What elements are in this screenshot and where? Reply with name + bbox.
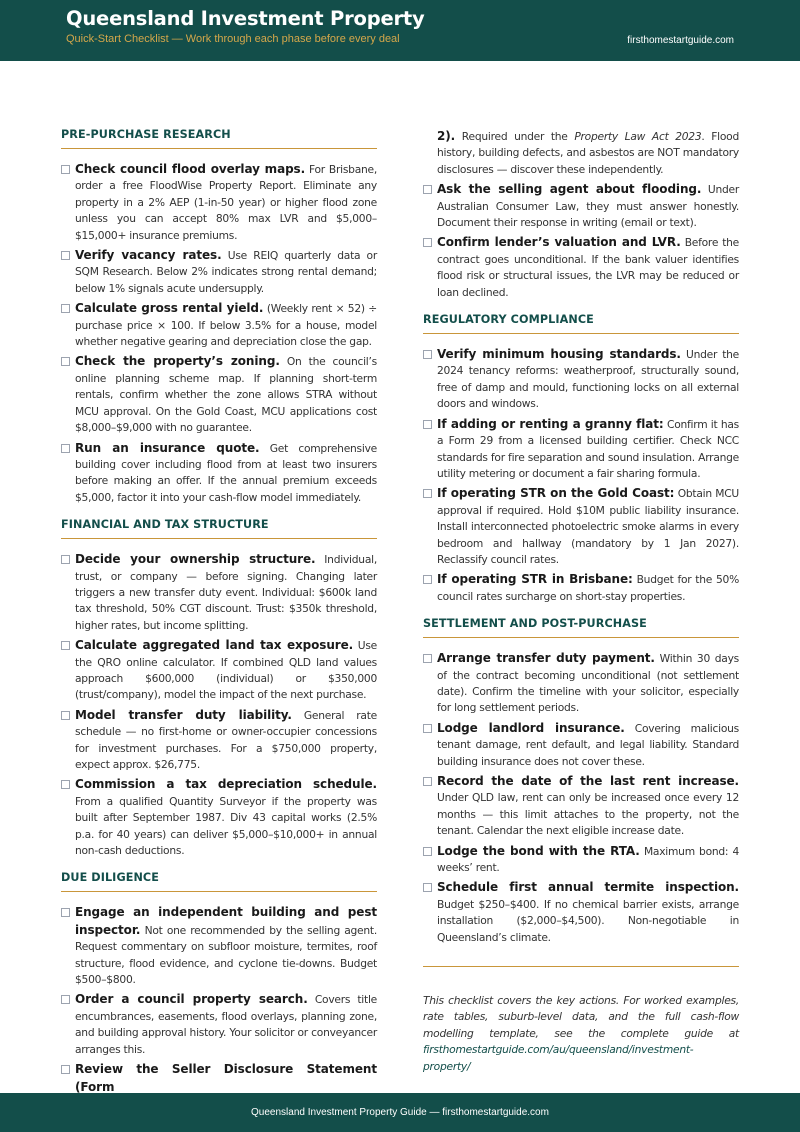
item-body: For Brisbane, order a free FloodWise Property Report. Eliminate any property in a 2% AEP (1-in-50 year) or higher flood zone unless you can accept 80% max LVR and $5,000–$15,000+ insurance premiums. — [75, 163, 377, 242]
checklist-item — [61, 904, 377, 988]
item-body: Confirm it has a Form 29 from a licensed building certifier. Check NCC standards for fire separation and sound insulation. Arrange utility metering or document a fair sharing formula. — [437, 417, 739, 480]
checklist-item — [61, 440, 377, 507]
page-footer — [0, 1093, 800, 1132]
checklist-item — [61, 991, 377, 1058]
item-title: Lodge landlord insurance. — [437, 720, 625, 735]
item-title: Ask the selling agent about flooding. — [437, 182, 702, 197]
item-body: Budget $250–$400. If no chemical barrier exists, arrange installation ($2,000–$4,500). Non-negotiable in Queensland’s climate. — [437, 897, 739, 944]
checklist-item — [61, 353, 377, 436]
page-title: Queensland Investment Property — [66, 7, 425, 30]
item-title: Lodge the bond with the RTA. — [437, 843, 640, 858]
checkbox[interactable] — [61, 555, 70, 564]
checkbox[interactable] — [423, 489, 432, 498]
checklist-item — [423, 416, 739, 483]
item-title: Decide your ownership structure. — [75, 552, 316, 567]
checklist-item — [423, 485, 739, 568]
checkbox[interactable] — [423, 724, 432, 733]
checklist-item — [61, 161, 377, 244]
checklist-item — [423, 234, 739, 301]
item-title: If adding or renting a granny flat: — [437, 416, 664, 431]
checkbox[interactable] — [61, 165, 70, 174]
item-body: Individual, trust, or company — before signing. Changing later triggers a new transfer duty event. Individual: $600k land tax threshold, 50% CGT discount. Trust: $350k threshold, higher rates, but income splitting. — [75, 553, 377, 632]
checklist-item — [61, 1061, 377, 1096]
item-title: Check council flood overlay maps. — [75, 162, 306, 176]
item-body: Maximum bond: 4 weeks’ rent. — [437, 844, 739, 875]
checkbox[interactable] — [61, 304, 70, 313]
item-body: Under Australian Consumer Law, they must answer honestly. Document their response in writing (email or text). — [437, 183, 739, 230]
item-title: Run an insurance quote. — [75, 440, 260, 455]
page-header — [0, 0, 800, 61]
checkbox[interactable] — [61, 357, 70, 366]
checkbox[interactable] — [61, 1065, 70, 1074]
item-body: Obtain MCU approval if required. Hold $10M public liability insurance. Install interconnected photoelectric smoke alarms in every bedroom and hallway (mandatory by 1 Jan 2027). Reclassify council rates. — [437, 487, 739, 566]
item-title: Model transfer duty liability. — [75, 707, 292, 722]
checkbox[interactable] — [423, 350, 432, 359]
footer-text: Queensland Investment Property Guide — firsthomestartguide.com — [251, 1107, 549, 1118]
item-title-continued: 2). — [437, 129, 456, 143]
left-column — [61, 128, 377, 1099]
footnote-link[interactable]: firsthomestartguide.com/au/queensland/investment-property/ — [423, 1043, 694, 1073]
checklist-item — [61, 707, 377, 774]
item-title: Calculate aggregated land tax exposure. — [75, 638, 354, 653]
item-body: Before the contract goes unconditional. If the bank valuer identifies flood risk or structural issues, the LVR may be reduced or loan declined. — [437, 236, 739, 299]
item-body: On the council’s online planning scheme map. If planning short-term rentals, confirm whether the zone allows STRA without MCU approval. On the Gold Coast, MCU applications cost $8,000–$9,000 with no guarantee. — [75, 355, 377, 435]
checkbox[interactable] — [61, 908, 70, 917]
item-body: Covering malicious tenant damage, rent default, and legal liability. Standard building insurance does not cover these. — [437, 721, 739, 768]
item-title: Check the property’s zoning. — [75, 354, 280, 369]
checkbox[interactable] — [423, 654, 432, 663]
checklist-item — [61, 300, 377, 350]
checkbox[interactable] — [423, 575, 432, 584]
item-body: Under the 2024 tenancy reforms: weatherproof, structurally sound, free of damp and mould, functioning locks on all external doors and windows. — [437, 348, 739, 411]
item-body: From a qualified Quantity Surveyor if the property was built after September 1987. Div 43 capital works (2.5% p.a. for 40 years) can deliver $5,000–$10,000+ in annual non-cash deductions. — [75, 794, 377, 858]
section-title-financial: FINANCIAL AND TAX STRUCTURE — [61, 518, 377, 539]
header-site-link[interactable]: firsthomestartguide.com — [627, 35, 734, 46]
checkbox[interactable] — [423, 238, 432, 247]
checkbox[interactable] — [423, 847, 432, 856]
checkbox[interactable] — [423, 420, 432, 429]
checkbox[interactable] — [423, 883, 432, 892]
checklist-item — [423, 879, 739, 946]
section-title-settlement: SETTLEMENT AND POST-PURCHASE — [423, 617, 739, 638]
checkbox[interactable] — [61, 711, 70, 720]
item-title: Schedule first annual termite inspection. — [437, 880, 739, 895]
checklist-item — [61, 247, 377, 297]
item-body: Within 30 days of the contract becoming unconditional (not settlement date). Confirm the timeline with your solicitor, especially for long settlement periods. — [437, 652, 739, 715]
checklist-item — [423, 571, 739, 605]
checkbox[interactable] — [423, 185, 432, 194]
checkbox[interactable] — [61, 444, 70, 453]
item-title: Engage an independent building and pest inspector. — [75, 905, 377, 937]
item-title: Order a council property search. — [75, 992, 308, 1007]
checklist-item — [423, 346, 739, 413]
item-body: Under QLD law, rent can only be increased once every 12 months — this limit attaches to the property, not the tenant. Calendar the next eligible increase date. — [437, 791, 739, 838]
checklist-item — [423, 843, 739, 877]
item-title: Record the date of the last rent increase. — [437, 774, 739, 788]
item-title: Review the Seller Disclosure Statement (Form — [75, 1062, 377, 1094]
item-body: . Flood history, building defects, and asbestos are NOT mandatory disclosures — discover these independently. — [437, 130, 740, 176]
checklist-item — [423, 773, 739, 840]
footnote-text: This checklist covers the key actions. For worked examples, rate tables, suburb-level data, and the full cash-flow modelling template, see the complete guide at — [423, 994, 739, 1040]
checklist-item — [61, 776, 377, 859]
item-body: (Weekly rent × 52) ÷ purchase price × 100. If below 3.5% for a house, model whether negative gearing and depreciation close the gap. — [75, 302, 377, 349]
checklist-item-continued — [423, 128, 739, 178]
item-title: Arrange transfer duty payment. — [437, 651, 655, 666]
item-title: Commission a tax depreciation schedule. — [75, 777, 377, 792]
footnote — [423, 966, 739, 1075]
checkbox[interactable] — [61, 995, 70, 1004]
section-title-regulatory: REGULATORY COMPLIANCE — [423, 313, 739, 334]
checkbox[interactable] — [61, 780, 70, 789]
checklist-item — [423, 650, 739, 717]
checkbox[interactable] — [61, 251, 70, 260]
item-body: Covers title encumbrances, easements, flood overlays, planning zone, and building approval history. Your solicitor or conveyancer arranges this. — [75, 993, 377, 1056]
checklist-item — [423, 720, 739, 770]
item-title: If operating STR on the Gold Coast: — [437, 486, 675, 501]
item-body: Required under the — [455, 130, 575, 143]
item-title: Confirm lender’s valuation and LVR. — [437, 235, 681, 250]
item-body: Not one recommended by the selling agent. Request commentary on subfloor moisture, termites, roof structure, flood evidence, and cyclone tie-downs. Budget $500–$800. — [75, 923, 377, 987]
checklist-item — [61, 637, 377, 704]
checkbox[interactable] — [61, 641, 70, 650]
section-title-pre-purchase: PRE-PURCHASE RESEARCH — [61, 128, 377, 149]
item-body: General rate schedule — no first-home or owner-occupier concessions for investment purchases. For a $750,000 property, expect approx. $26,775. — [75, 708, 377, 771]
item-title: Verify vacancy rates. — [75, 248, 222, 263]
item-body: Get comprehensive building cover including flood from at least two insurers before making an offer. If the annual premium exceeds $5,000, factor it into your cash-flow model immediately. — [75, 441, 377, 504]
item-body: Use the QRO online calculator. If combined QLD land values approach $600,000 (individual) or $350,000 (trust/company), model the impact of the next purchase. — [75, 639, 377, 702]
checkbox[interactable] — [423, 777, 432, 786]
item-body: Budget for the 50% council rates surcharge on short-stay properties. — [437, 573, 739, 603]
item-title: If operating STR in Brisbane: — [437, 572, 633, 587]
item-body-emphasis: Property Law Act 2023 — [574, 130, 702, 143]
section-title-due-diligence: DUE DILIGENCE — [61, 871, 377, 892]
item-title: Calculate gross rental yield. — [75, 301, 264, 316]
checklist-item — [423, 181, 739, 231]
page-subtitle: Quick-Start Checklist — Work through each phase before every deal — [66, 33, 400, 45]
item-title: Verify minimum housing standards. — [437, 347, 681, 362]
item-body: Use REIQ quarterly data or SQM Research. Below 2% indicates strong rental demand; below 1% signals acute undersupply. — [75, 249, 377, 295]
right-column — [423, 128, 739, 1075]
checklist-item — [61, 551, 377, 634]
